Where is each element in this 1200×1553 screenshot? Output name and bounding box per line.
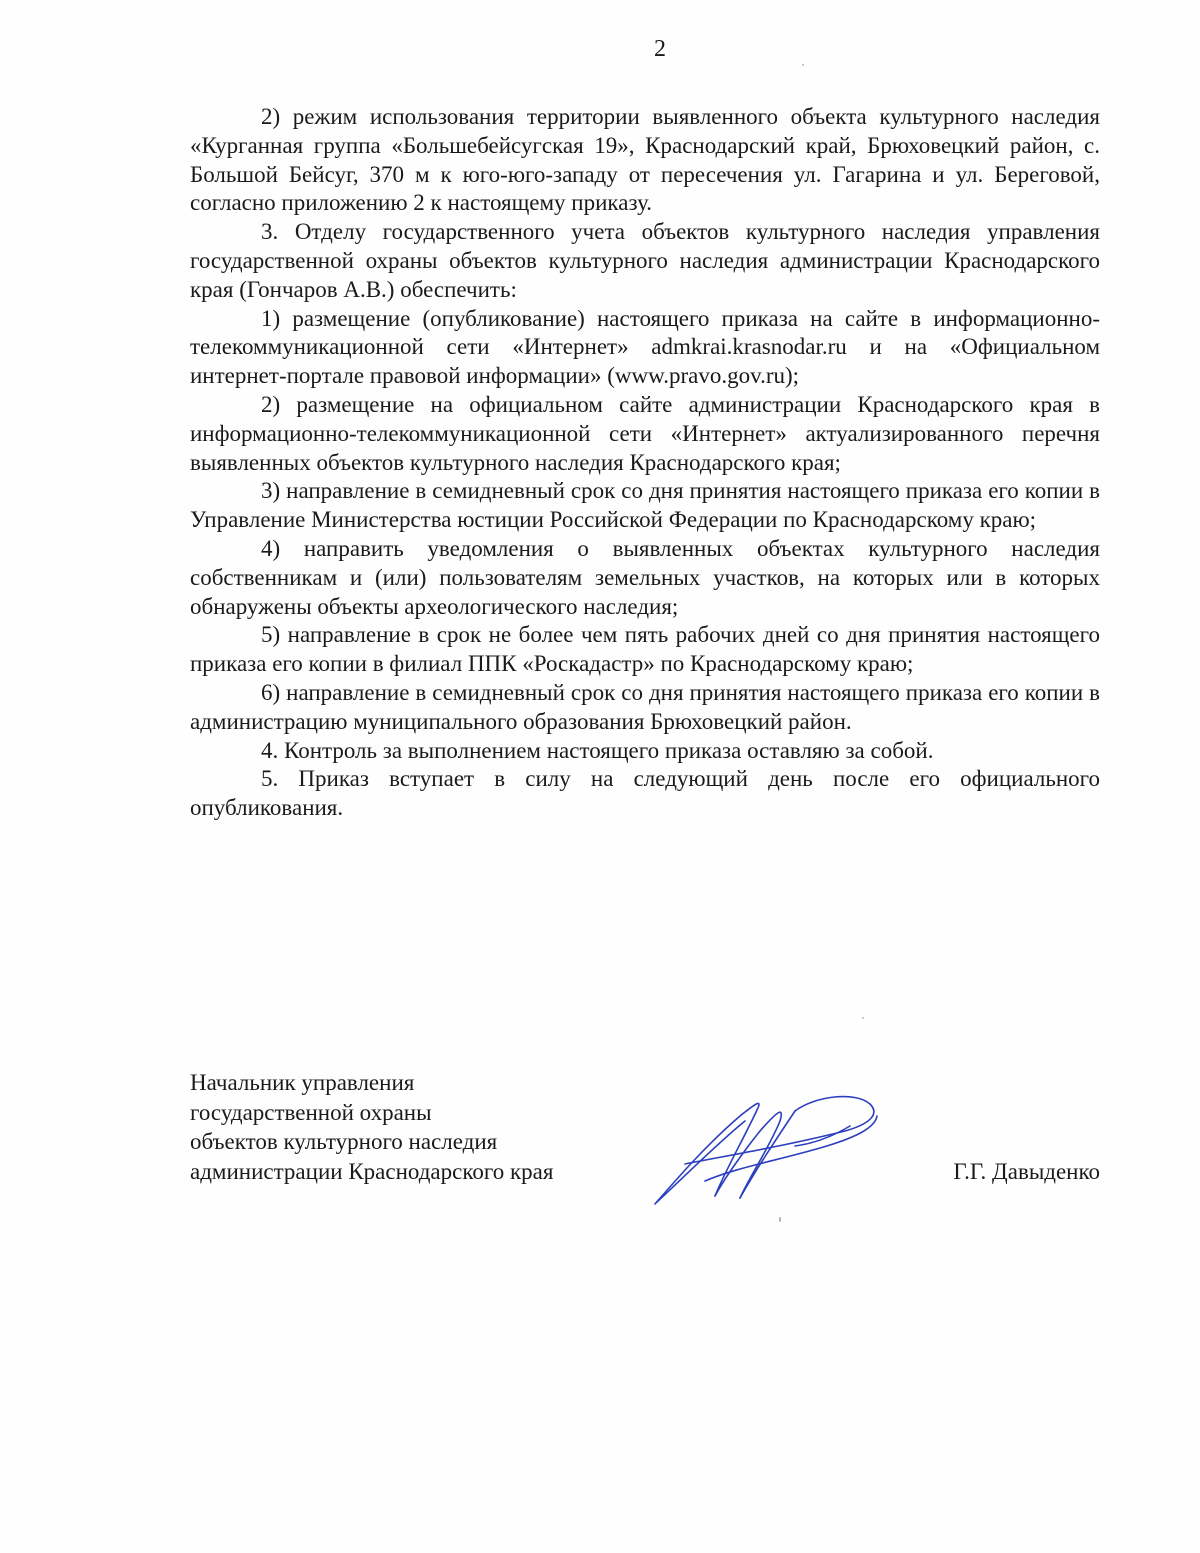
signatory-title-line: объектов культурного наследия — [190, 1129, 498, 1154]
signatory-title — [190, 1068, 553, 1186]
paragraph-subitem-5-roskadastr: 5) направление в срок не более чем пять рабочих дней со дня принятия настоящего приказа его копии в филиал ППК «Роскадастр» по Краснодарскому краю; — [190, 622, 1100, 677]
paragraph-heritage-territory-regime: 2) режим использования территории выявленного объекта культурного наследия «Курганная группа «Большебейсугская 19», Краснодарский край, Брюховецкий район, с. Большой Бейсуг, 370 м к юго-юго-западу от пересечения ул. Гагарина и ул. Береговой, согласно приложению 2 к настоящему приказу. — [190, 104, 1100, 216]
paragraph-subitem-6-municipal-copy: 6) направление в семидневный срок со дня принятия настоящего приказа его копии в администрацию муниципального образования Брюховецкий район. — [190, 679, 1100, 734]
paragraph-item-5-effective-date: 5. Приказ вступает в силу на следующий день после его официального опубликования. — [190, 766, 1100, 821]
signatory-title-line: государственной охраны — [190, 1099, 432, 1125]
scan-speck — [862, 1017, 864, 1019]
signatory-title-line: Начальник управления — [190, 1070, 415, 1095]
paragraph-item-3-department-duties: 3. Отделу государственного учета объектов культурного наследия управления государственной охраны объектов культурного наследия администрации Краснодарского края (Гончаров А.В.) обеспечить: — [190, 219, 1100, 302]
paragraph-item-4-control: 4. Контроль за выполнением настоящего приказа оставляю за собой. — [261, 737, 934, 763]
paragraph-subitem-1-publication: 1) размещение (опубликование) настоящего приказа на сайте в информационно-телекоммуникационной сети «Интернет» admkrai.krasnodar.ru и на «Официальном интернет-портале правовой информации» (www.pravo.gov.ru); — [190, 305, 1100, 389]
signatory-title-line: администрации Краснодарского края — [190, 1158, 554, 1184]
paragraph-subitem-2-website-list: 2) размещение на официальном сайте администрации Краснодарского края в информационно-телекоммуникационной сети «Интернет» актуализированного перечня выявленных объектов культурного наследия Краснодарского края; — [190, 391, 1100, 475]
paragraph-subitem-4-notifications: 4) направить уведомления о выявленных объектах культурного наследия собственникам и (или) пользователям земельных участков, на которых или в которых обнаружены объекты археологического наследия; — [190, 535, 1100, 619]
page-number: 2 — [654, 36, 666, 62]
scan-speck — [779, 1217, 781, 1222]
scan-speck — [802, 64, 804, 66]
document-body — [190, 103, 1100, 823]
handwritten-signature — [645, 1086, 885, 1211]
paragraph-subitem-3-ministry-copy: 3) направление в семидневный срок со дня принятия настоящего приказа его копии в Управление Министерства юстиции Российской Федерации по Краснодарскому краю; — [190, 478, 1100, 533]
signatory-name: Г.Г. Давыденко — [953, 1159, 1100, 1184]
